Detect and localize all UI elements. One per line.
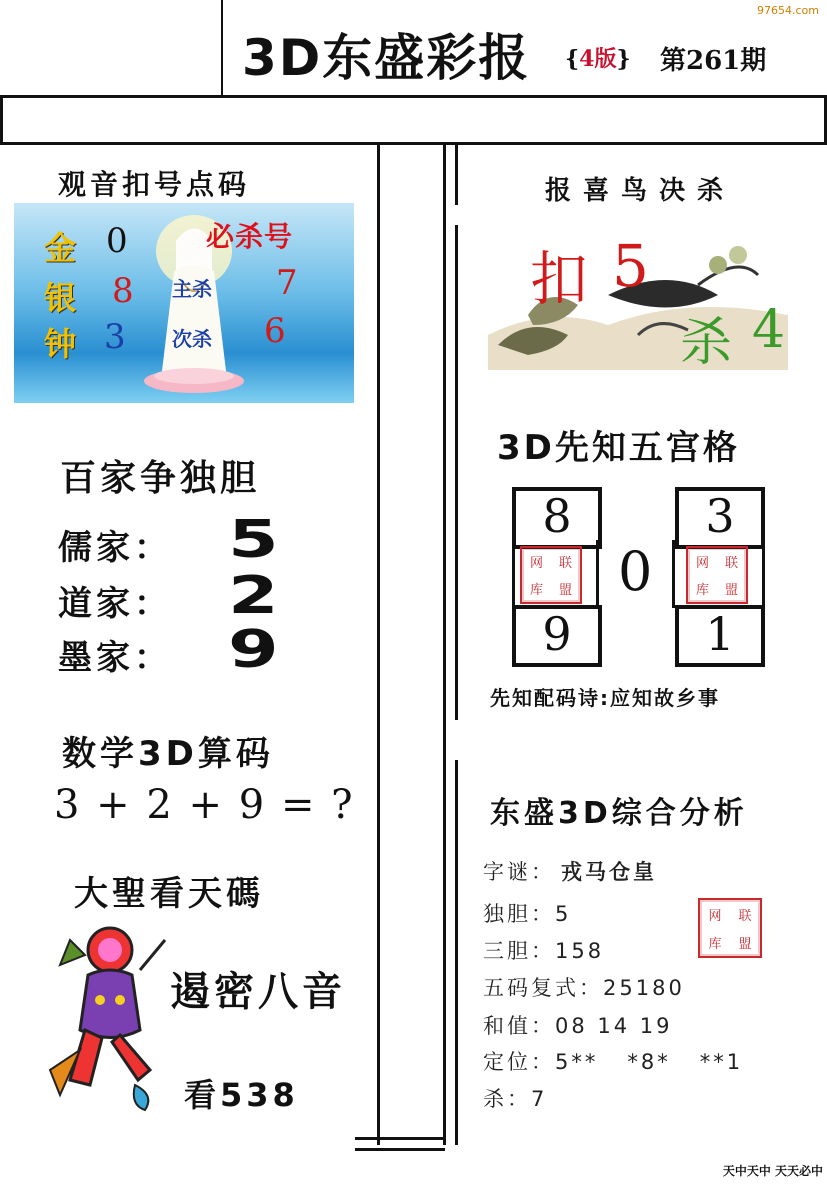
ru-family-label: 儒家： — [58, 528, 172, 568]
analysis-title: 东盛3D综合分析 — [490, 796, 748, 831]
grid-edge-right — [762, 540, 765, 608]
newspaper-title: 3D东盛彩报 — [242, 29, 531, 87]
column-divider-right — [443, 145, 446, 1145]
section-rule — [0, 142, 827, 145]
grid-value-center: 0 — [618, 540, 653, 603]
grid-title: 3D先知五宫格 — [497, 428, 740, 468]
issue-number: 第261期 — [660, 46, 767, 76]
grid-value-top-left: 8 — [542, 489, 572, 543]
guanyin-title: 观音扣号点码 — [58, 168, 251, 201]
grid-cell-bottom-right — [675, 605, 765, 667]
analysis-riddle: 字谜： 戎马仓皇 — [483, 860, 657, 884]
gold-value: 0 — [106, 221, 128, 261]
seal-stamp-right: 网 联 库 盟 — [686, 546, 748, 604]
edition-label: {4版} — [565, 46, 631, 72]
right-col-rule-2 — [455, 225, 458, 720]
mo-family-label: 墨家： — [58, 638, 172, 678]
grid-cell-top-right — [675, 487, 765, 549]
grid-value-bottom-right: 1 — [705, 607, 735, 661]
ru-family-value: 5 — [228, 510, 279, 570]
mo-family-value: 9 — [228, 620, 279, 680]
math-title: 数学3D算码 — [62, 734, 274, 774]
analysis-single: 独胆：5 — [483, 902, 572, 926]
grid-value-bottom-left: 9 — [542, 607, 572, 661]
analysis-kill: 杀：7 — [483, 1087, 548, 1111]
gold-label: 金 — [44, 229, 77, 267]
analysis-triple: 三胆：158 — [483, 939, 605, 963]
column-divider-left — [377, 145, 380, 1145]
family-title: 百家争独胆 — [60, 458, 261, 499]
silver-label: 银 — [44, 279, 77, 317]
guanyin-panel — [14, 203, 354, 403]
main-kill-label: 主杀 — [172, 277, 212, 301]
bell-label: 钟 — [44, 325, 77, 363]
analysis-sum: 和值：08 14 19 — [483, 1014, 673, 1038]
sha-label: 杀 — [680, 313, 733, 373]
header-rule — [0, 95, 827, 98]
silver-value: 8 — [112, 271, 134, 311]
grid-divider-left — [596, 540, 599, 608]
monkey-king-image — [40, 920, 170, 1120]
dasheng-title: 大聖看天碼 — [74, 874, 264, 914]
bell-value: 3 — [104, 317, 126, 357]
edition-text: 4版 — [579, 46, 617, 72]
grid-value-top-right: 3 — [705, 489, 735, 543]
site-tag: 97654.com — [757, 4, 819, 17]
kou-label: 扣 — [530, 245, 589, 313]
right-col-rule-3 — [455, 760, 458, 1145]
dasheng-phrase: 遏密八音 — [170, 969, 346, 1015]
header-left-rule — [221, 0, 223, 96]
grid-divider-right — [672, 540, 675, 608]
dao-family-label: 道家： — [58, 584, 172, 624]
main-kill-value: 7 — [276, 263, 298, 303]
analysis-position: 定位：5** *8* **1 — [483, 1050, 744, 1074]
prophet-poem: 先知配码诗:应知故乡事 — [490, 686, 720, 710]
right-col-rule-1 — [455, 145, 458, 205]
seal-stamp-left: 网 联 库 盟 — [520, 546, 582, 604]
math-equation: 3 + 2 + 9 = ? — [54, 782, 355, 828]
grid-cell-bottom-left — [512, 605, 602, 667]
must-kill-title: 必杀号 — [206, 220, 294, 253]
bird-title: 报喜鸟决杀 — [545, 176, 736, 206]
sub-kill-label: 次杀 — [172, 327, 212, 351]
frame-left — [0, 95, 3, 145]
dasheng-look: 看538 — [184, 1076, 299, 1114]
grid-edge-left — [512, 540, 515, 608]
kou-value: 5 — [612, 232, 649, 300]
footer-slogan: 天中天中 天天必中 — [722, 1164, 823, 1178]
seal-stamp-analysis: 网 联 库 盟 — [698, 898, 762, 958]
bottom-rule-1 — [355, 1137, 445, 1140]
grid-cell-top-left — [512, 487, 602, 549]
dao-family-value: 2 — [228, 566, 279, 626]
sha-value: 4 — [752, 300, 786, 360]
analysis-five: 五码复式：25180 — [483, 976, 685, 1000]
sub-kill-value: 6 — [264, 311, 286, 351]
bottom-rule-2 — [355, 1148, 445, 1151]
